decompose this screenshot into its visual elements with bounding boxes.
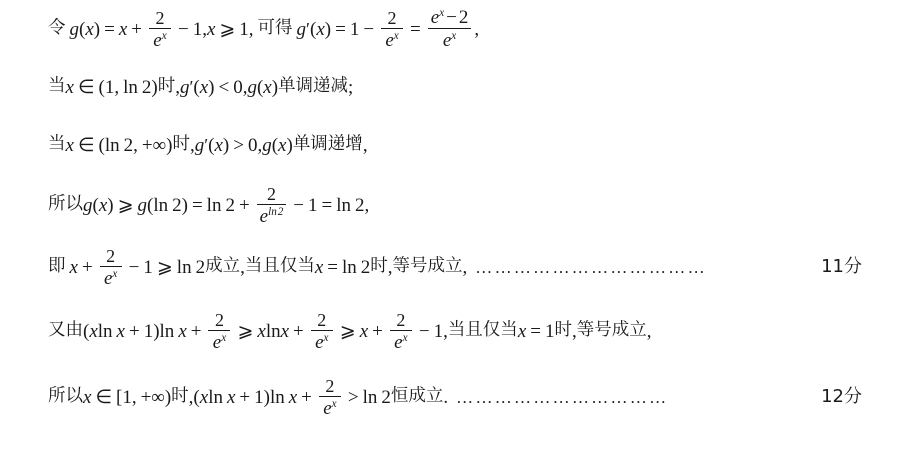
number-2: 2	[360, 256, 371, 278]
numerator: 2	[325, 375, 335, 396]
minus-sign: −	[128, 256, 140, 278]
line-3-content	[48, 136, 368, 155]
paren-open: (	[98, 76, 105, 98]
token-suoyi: 所以	[48, 194, 83, 215]
token-monotone-decreasing: 单调递减	[278, 76, 349, 97]
fraction-2-over-ex	[319, 377, 341, 418]
eq-sign: =	[530, 320, 541, 342]
var-x: x	[116, 320, 125, 342]
paren-close: )	[286, 134, 293, 156]
ln-operator: ln	[159, 320, 175, 342]
ln-operator: ln	[123, 76, 138, 98]
numerator: 2	[387, 7, 397, 28]
ln-operator: ln	[341, 256, 357, 278]
paren-close: )	[208, 76, 215, 98]
paren-close: )	[263, 386, 270, 408]
score-mark-12: 12分	[821, 386, 862, 407]
solution-line-2	[0, 58, 900, 116]
token-shi: 时	[171, 386, 189, 407]
denominator	[440, 29, 459, 50]
numerator: 2	[106, 245, 116, 266]
comma: ,	[443, 320, 448, 342]
minus-sign: −	[446, 7, 457, 28]
paren-close: )	[151, 76, 158, 98]
minus-sign: −	[418, 320, 430, 342]
paren-open: (	[208, 134, 215, 156]
paren-open: (	[193, 76, 200, 98]
number-1: 1	[254, 386, 264, 408]
comma: ,	[240, 256, 245, 278]
var-x: x	[199, 76, 209, 98]
token-denghaochengli: 等号成立	[392, 256, 463, 277]
var-x: x	[359, 320, 369, 342]
numerator: 2	[396, 309, 406, 330]
paren-close: )	[324, 18, 332, 40]
line-5-content	[48, 247, 467, 288]
ln-operator: ln	[104, 134, 120, 156]
var-x: x	[199, 386, 209, 408]
denominator	[320, 397, 339, 418]
var-x: x	[98, 194, 108, 216]
infinity-symbol: +∞	[141, 134, 167, 156]
paren-open: (	[256, 76, 264, 98]
denominator	[101, 267, 120, 288]
token-denghaochengli: 等号成立	[576, 320, 647, 341]
number-1: 1	[192, 18, 203, 40]
paren-open: (	[147, 194, 154, 216]
comma: ,	[387, 256, 393, 278]
dot-leader: ……………………………	[456, 387, 669, 407]
comma: ,	[189, 134, 195, 156]
number-2: 2	[172, 194, 182, 216]
var-x: x	[178, 320, 187, 342]
ge-sign: ⩾	[117, 194, 134, 216]
var-x: x	[83, 386, 92, 408]
var-x: x	[288, 386, 298, 408]
eq-sign: =	[191, 194, 203, 216]
base-e: e	[153, 29, 162, 51]
token-dangqiejindang: 当且仅当	[447, 320, 518, 341]
plus-sign: +	[131, 18, 142, 40]
eq-sign: =	[321, 194, 333, 216]
exponent-x: x	[439, 7, 445, 19]
paren-close: )	[181, 194, 188, 216]
denominator	[257, 205, 287, 226]
ln-operator: ln	[265, 320, 281, 342]
token-dangqiejindang: 当且仅当	[244, 256, 315, 277]
fn-g: g	[247, 76, 257, 98]
fn-g: g	[69, 18, 79, 40]
fn-g: g	[296, 18, 307, 40]
number-1: 1	[349, 18, 360, 40]
comma: ,	[202, 18, 207, 40]
numerator: 2	[266, 183, 276, 204]
base-e: e	[259, 205, 269, 227]
number-0: 0	[247, 134, 258, 156]
fraction-2-over-ex	[149, 9, 171, 50]
denominator	[150, 29, 169, 50]
paren-close: )	[271, 76, 279, 98]
gt-sign: >	[347, 386, 359, 408]
comma: ,	[571, 320, 577, 342]
in-sign: ∈	[95, 386, 112, 408]
number-1: 1	[122, 386, 132, 408]
comma: ,	[188, 386, 194, 408]
paren-close: )	[107, 194, 114, 216]
comma: ,	[257, 134, 263, 156]
prime-mark: ′	[306, 18, 310, 39]
solution-line-4	[0, 174, 900, 236]
bracket-open: [	[116, 386, 123, 408]
line-1-content	[48, 8, 479, 50]
line-2-content	[48, 78, 353, 97]
token-kede: 可得	[257, 18, 293, 39]
number-0: 0	[233, 76, 243, 98]
token-chengli: 成立	[205, 256, 241, 277]
var-x: x	[69, 256, 78, 278]
plus-sign: +	[239, 386, 251, 408]
fraction-ex-minus-2-over-ex	[428, 8, 472, 50]
solution-line-6	[0, 298, 900, 364]
number-1: 1	[239, 18, 249, 40]
minus-sign: −	[177, 18, 189, 40]
ln-operator: ln	[176, 256, 192, 278]
base-e: e	[315, 331, 324, 353]
solution-line-3	[0, 116, 900, 174]
number-1: 1	[143, 320, 154, 342]
plus-sign: +	[190, 320, 202, 342]
solution-line-5	[0, 236, 900, 298]
ln-operator: ln	[208, 386, 223, 408]
ln-operator: ln	[97, 320, 113, 342]
fn-g: g	[194, 134, 205, 156]
ge-sign: ⩾	[339, 320, 356, 342]
line-6-content	[48, 311, 651, 352]
prime-mark: ′	[204, 134, 209, 155]
ln-operator: ln	[336, 194, 352, 216]
token-shi: 时	[370, 256, 388, 277]
dot-leader: ………………………………	[475, 257, 707, 277]
paren-close: )	[164, 386, 172, 408]
score-mark-11: 11分	[821, 256, 862, 277]
number-1: 1	[104, 76, 115, 98]
exponent-x: x	[161, 29, 167, 42]
ge-sign: ⩾	[156, 256, 173, 278]
number-2: 2	[195, 256, 206, 278]
number-2: 2	[355, 194, 365, 216]
token-shi: 时	[157, 76, 176, 97]
paren-open: (	[271, 134, 279, 156]
paren-open: (	[83, 320, 90, 342]
fn-g: g	[262, 134, 272, 156]
eq-sign: =	[335, 18, 346, 40]
in-sign: ∈	[77, 134, 95, 156]
eq-sign: =	[327, 256, 338, 278]
ln-operator: ln	[269, 386, 285, 408]
paren-close: )	[153, 320, 160, 342]
gt-sign: >	[233, 134, 244, 156]
plus-sign: +	[238, 194, 250, 216]
paren-close: )	[222, 134, 230, 156]
number-2: 2	[123, 134, 134, 156]
comma: ,	[133, 134, 138, 156]
base-e: e	[385, 29, 394, 51]
lt-sign: <	[218, 76, 230, 98]
paren-open: (	[193, 386, 200, 408]
comma: ,	[175, 76, 180, 98]
token-hengchengli: 恒成立	[390, 386, 444, 407]
comma: ,	[248, 18, 254, 40]
denominator	[210, 331, 229, 352]
line-7-content	[48, 377, 448, 418]
fn-g: g	[137, 194, 148, 216]
numerator: 2	[155, 7, 165, 28]
plus-sign: +	[372, 320, 383, 342]
ln-operator: ln	[153, 194, 169, 216]
comma: ,	[462, 256, 468, 278]
token-ji: 即	[48, 256, 66, 277]
number-1: 1	[143, 256, 153, 278]
solution-line-1	[0, 0, 900, 58]
var-x: x	[257, 320, 266, 342]
exponent-x: x	[393, 29, 399, 42]
var-x: x	[316, 18, 325, 40]
base-e: e	[430, 7, 440, 28]
ln-operator: ln	[206, 194, 222, 216]
in-sign: ∈	[77, 76, 95, 98]
var-x: x	[280, 320, 290, 342]
ge-sign: ⩾	[237, 320, 254, 342]
number-1: 1	[308, 194, 318, 216]
fraction-2-over-ex	[390, 311, 412, 352]
var-x: x	[517, 320, 527, 342]
exponent-x: x	[112, 267, 118, 280]
fn-g: g	[83, 194, 93, 216]
number-2: 2	[225, 194, 235, 216]
ln-operator: ln	[362, 386, 378, 408]
semicolon: ;	[348, 76, 354, 98]
paren-close: )	[93, 18, 101, 40]
ge-sign: ⩾	[219, 18, 236, 40]
token-shi: 时	[554, 320, 572, 341]
token-dang: 当	[48, 76, 66, 97]
var-x: x	[118, 18, 128, 40]
exponent-x: x	[221, 331, 227, 344]
var-x: x	[226, 386, 236, 408]
token-ling: 令	[48, 18, 66, 39]
fraction-2-over-ex	[381, 9, 403, 50]
fraction-2-over-ex	[208, 311, 230, 352]
denominator	[312, 331, 331, 352]
period: .	[443, 386, 449, 408]
var-x: x	[65, 134, 74, 156]
paren-close: )	[166, 134, 173, 156]
exponent-x: x	[331, 397, 337, 410]
exponent-x: x	[451, 30, 457, 42]
solution-line-7	[0, 364, 900, 430]
minus-sign: −	[363, 18, 375, 40]
var-x: x	[89, 320, 98, 342]
number-1: 1	[433, 320, 444, 342]
comma: ,	[242, 76, 248, 98]
paren-open: (	[310, 18, 317, 40]
base-e: e	[323, 397, 332, 419]
paren-open: (	[79, 18, 86, 40]
exponent-x: x	[323, 331, 329, 344]
token-dang: 当	[48, 134, 66, 155]
number-1: 1	[544, 320, 555, 342]
prime-mark: ′	[189, 76, 194, 97]
minus-sign: −	[293, 194, 305, 216]
base-e: e	[103, 267, 113, 289]
var-x: x	[65, 76, 74, 98]
eq-sign: =	[104, 18, 115, 40]
token-monotone-increasing: 单调递增	[292, 134, 363, 155]
base-e: e	[442, 30, 452, 51]
var-x: x	[314, 256, 324, 278]
comma: ,	[646, 320, 652, 342]
plus-sign: +	[293, 320, 304, 342]
numerator	[428, 8, 472, 28]
var-x: x	[214, 134, 223, 156]
token-shi: 时	[172, 134, 190, 155]
number-2: 2	[141, 76, 152, 98]
exponent-ln2: ln 2	[268, 205, 284, 218]
paren-open: (	[92, 194, 99, 216]
comma: ,	[114, 76, 120, 98]
fraction-2-over-ex	[100, 247, 122, 288]
numerator: 2	[214, 309, 224, 330]
eq-sign: =	[410, 18, 421, 40]
var-x: x	[263, 76, 272, 98]
base-e: e	[212, 331, 222, 353]
paren-open: (	[98, 134, 105, 156]
comma: ,	[474, 18, 480, 40]
line-4-content	[48, 185, 369, 226]
base-e: e	[394, 331, 403, 353]
token-youyou: 又由	[48, 320, 83, 341]
var-x: x	[206, 18, 216, 40]
denominator	[382, 29, 401, 50]
comma: ,	[364, 194, 370, 216]
comma: ,	[131, 386, 137, 408]
exponent-x: x	[402, 331, 408, 344]
numerator: 2	[317, 309, 327, 330]
token-suoyi: 所以	[48, 386, 83, 407]
number-2: 2	[381, 386, 391, 408]
comma: ,	[362, 134, 368, 156]
infinity-symbol: +∞	[140, 386, 165, 408]
denominator	[391, 331, 410, 352]
var-x: x	[85, 18, 94, 40]
fn-g: g	[179, 76, 190, 98]
plus-sign: +	[301, 386, 312, 408]
fraction-2-over-ex	[311, 311, 333, 352]
plus-sign: +	[81, 256, 93, 278]
var-x: x	[278, 134, 287, 156]
plus-sign: +	[128, 320, 140, 342]
number-2: 2	[458, 7, 469, 28]
fraction-2-over-eln2	[257, 185, 287, 226]
